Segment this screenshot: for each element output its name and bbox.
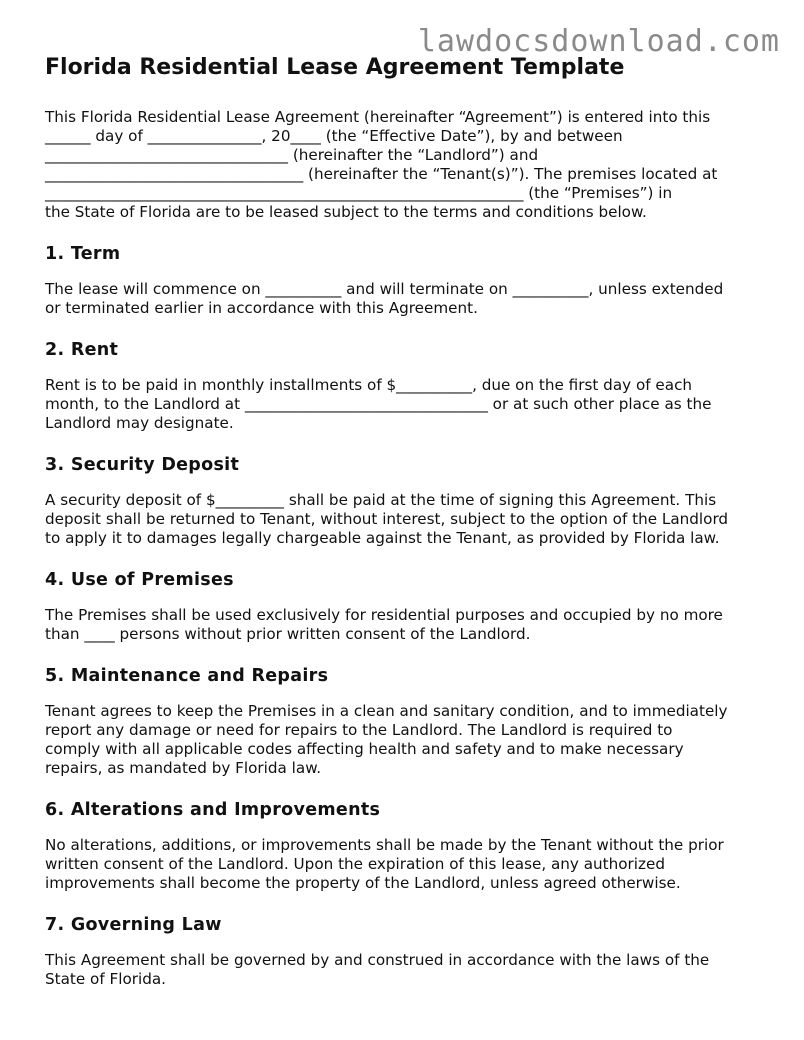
section-heading-maintenance: 5. Maintenance and Repairs — [45, 666, 329, 686]
watermark: lawdocsdownload.com — [417, 24, 780, 59]
section-body-maintenance: Tenant agrees to keep the Premises in a clean and sanitary condition, and to immediately report any damage or need for repairs to the Landlord. The Landlord is required to comply with all applicable codes affecting health and safety and to make necessary repairs, as mandated by Florida law. — [45, 702, 728, 777]
document-body — [45, 55, 765, 989]
section-body-alterations: No alterations, additions, or improvements shall be made by the Tenant without the prior written consent of the Landlord. Upon the expiration of this lease, any authorized improvements shall become the property of the Landlord, unless agreed otherwise. — [45, 836, 724, 892]
document-title: Florida Residential Lease Agreement Template — [45, 55, 625, 80]
section-heading-use-of-premises: 4. Use of Premises — [45, 570, 234, 590]
section-heading-rent: 2. Rent — [45, 340, 119, 360]
section-heading-governing-law: 7. Governing Law — [45, 915, 222, 935]
section-heading-term: 1. Term — [45, 244, 121, 264]
section-body-rent: Rent is to be paid in monthly installments of $__________, due on the first day of each month, to the Landlord at ________________________________ or at such other place as the Landlord may designate. — [45, 376, 712, 432]
section-body-term: The lease will commence on __________ and will terminate on __________, unless extended or terminated earlier in accordance with this Agreement. — [45, 280, 724, 317]
section-body-security-deposit: A security deposit of $_________ shall be paid at the time of signing this Agreement. This deposit shall be returned to Tenant, without interest, subject to the option of the Landlord to apply it to damages legally chargeable against the Tenant, as provided by Florida law. — [45, 491, 729, 547]
section-body-governing-law: This Agreement shall be governed by and construed in accordance with the laws of the State of Florida. — [45, 951, 710, 988]
section-heading-alterations: 6. Alterations and Improvements — [45, 800, 381, 820]
section-heading-security-deposit: 3. Security Deposit — [45, 455, 240, 475]
section-body-use-of-premises: The Premises shall be used exclusively for residential purposes and occupied by no more than ____ persons without prior written consent of the Landlord. — [45, 606, 723, 643]
intro-paragraph: This Florida Residential Lease Agreement (hereinafter “Agreement”) is entered into this ______ day of _______________, 20____ (the “Effective Date”), by and between ________________________________ (hereinafter the “Landlord”) and __________________________________ (hereinafter the “Tenant(s)”). The premises located at _______________________________________________________________ (the “Premises”) in the State of Florida are to be leased subject to the terms and conditions below. — [45, 108, 718, 221]
